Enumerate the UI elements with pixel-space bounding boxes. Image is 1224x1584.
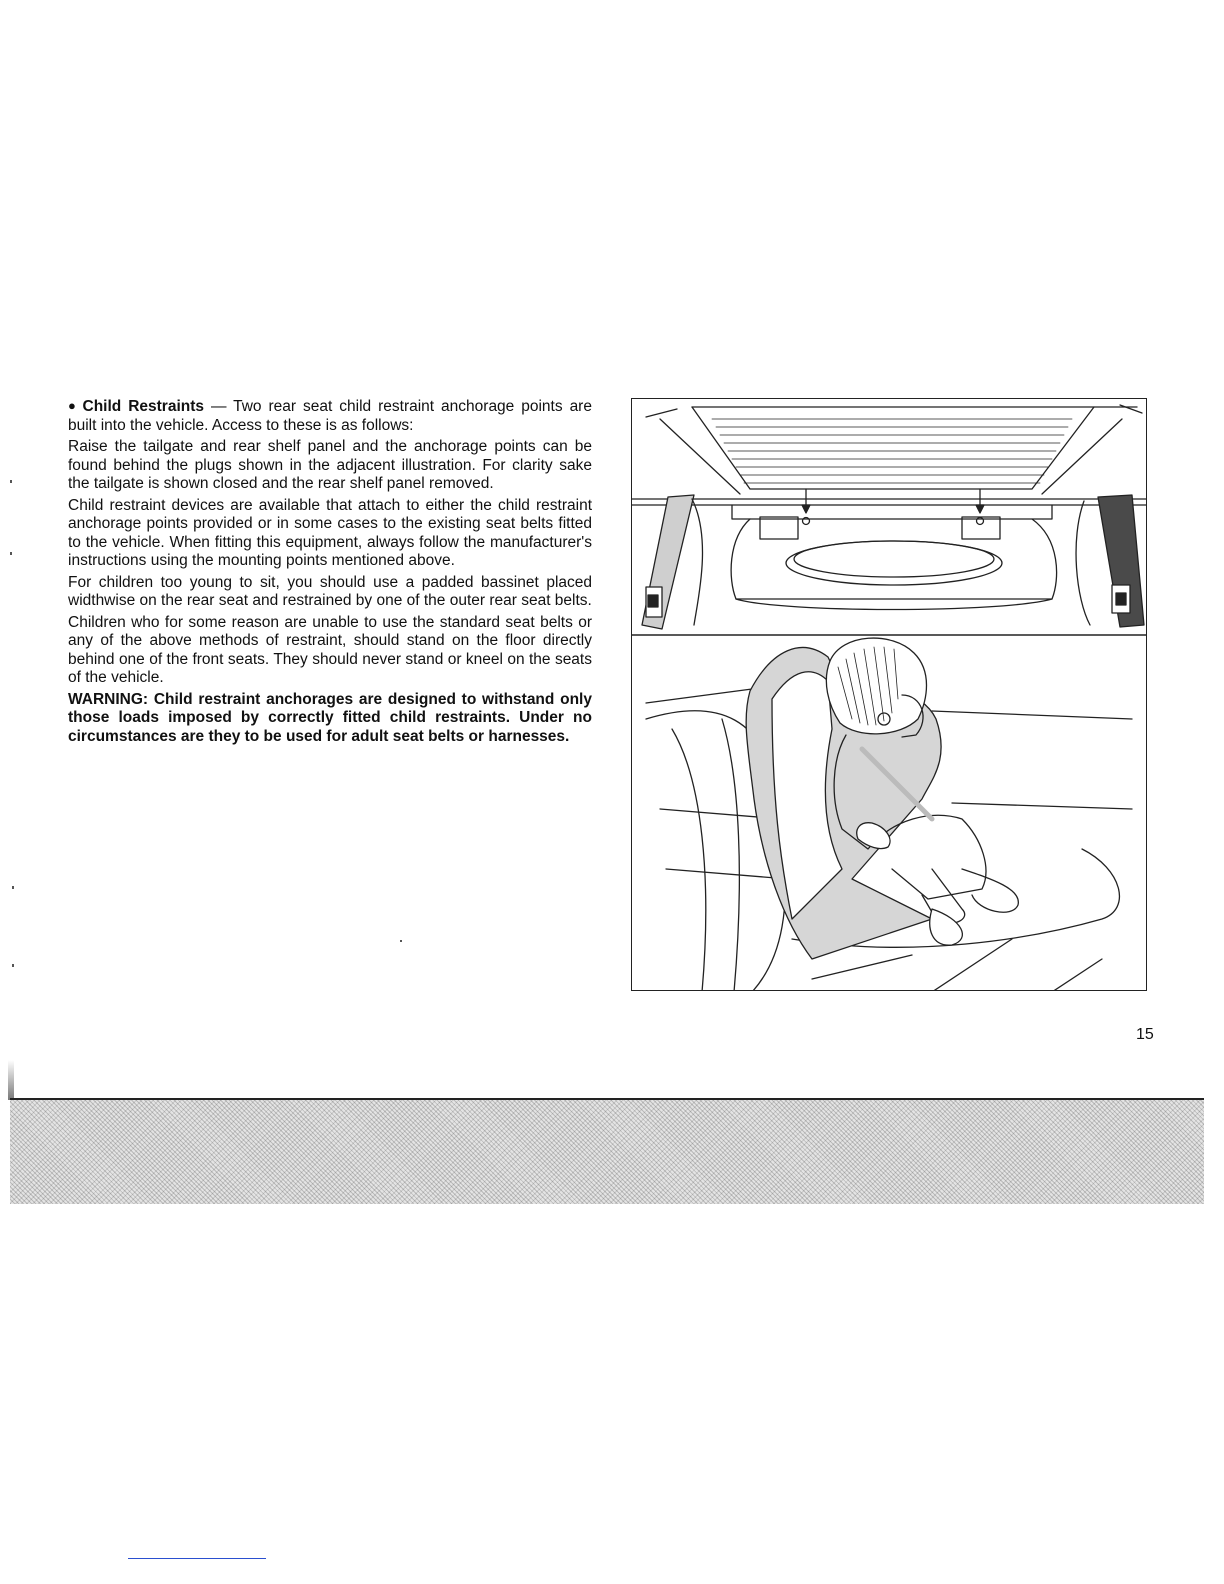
- warning-text: Child restraint anchorages are designed to withstand only those loads imposed by correctly fitted child restraints. Under no circumstances are they to be used for adult seat belts or harnesses.: [68, 690, 592, 745]
- page-number: 15: [1136, 1026, 1154, 1043]
- illustration-frame: [631, 398, 1147, 991]
- scan-edge-shadow: [8, 1060, 14, 1100]
- section-heading: Child Restraints: [82, 398, 204, 415]
- scan-speck: [10, 480, 12, 483]
- scan-speck: [12, 964, 14, 967]
- bottom-rule: [128, 1558, 266, 1559]
- child-restraints-section: [68, 398, 592, 746]
- rear-window-drawing: [646, 405, 1142, 494]
- body-paragraph: For children too young to sit, you should use a padded bassinet placed widthwise on the rear seat and restrained by one of the outer rear seat belts.: [68, 573, 592, 609]
- body-paragraph: Raise the tailgate and rear shelf panel and the anchorage points can be found behind the plugs shown in the adjacent illustration. For clarity sake the tailgate is shown closed and the rear shelf panel removed.: [68, 438, 592, 492]
- anchorage-illustration: [632, 399, 1147, 991]
- scan-speck: [12, 886, 14, 889]
- warning-label: WARNING:: [68, 690, 149, 708]
- scan-speck: [400, 940, 402, 942]
- intro-text: — Two rear seat child restraint anchorage points are built into the vehicle. Access to these is as follows:: [68, 398, 592, 434]
- body-paragraph: Child restraint devices are available that attach to either the child restraint anchorage points provided or in some cases to the existing seat belts fitted to the vehicle. When fitting this equipment, always follow the manufacturer's instructions using the mounting points mentioned above.: [68, 496, 592, 569]
- bullet-icon: ●: [68, 398, 79, 413]
- scan-speck: [10, 552, 12, 555]
- rear-shelf-drawing: [632, 499, 1147, 610]
- warning-block: [68, 691, 592, 747]
- seat-belt-left-drawing: [642, 495, 702, 629]
- intro-paragraph: [68, 398, 592, 435]
- seat-belt-right-drawing: [1076, 495, 1144, 627]
- scan-band: [10, 1100, 1204, 1204]
- body-paragraph: Children who for some reason are unable to use the standard seat belts or any of the above methods of restraint, should stand on the floor directly behind one of the front seats. They should never stand or kneel on the seats of the vehicle.: [68, 613, 592, 686]
